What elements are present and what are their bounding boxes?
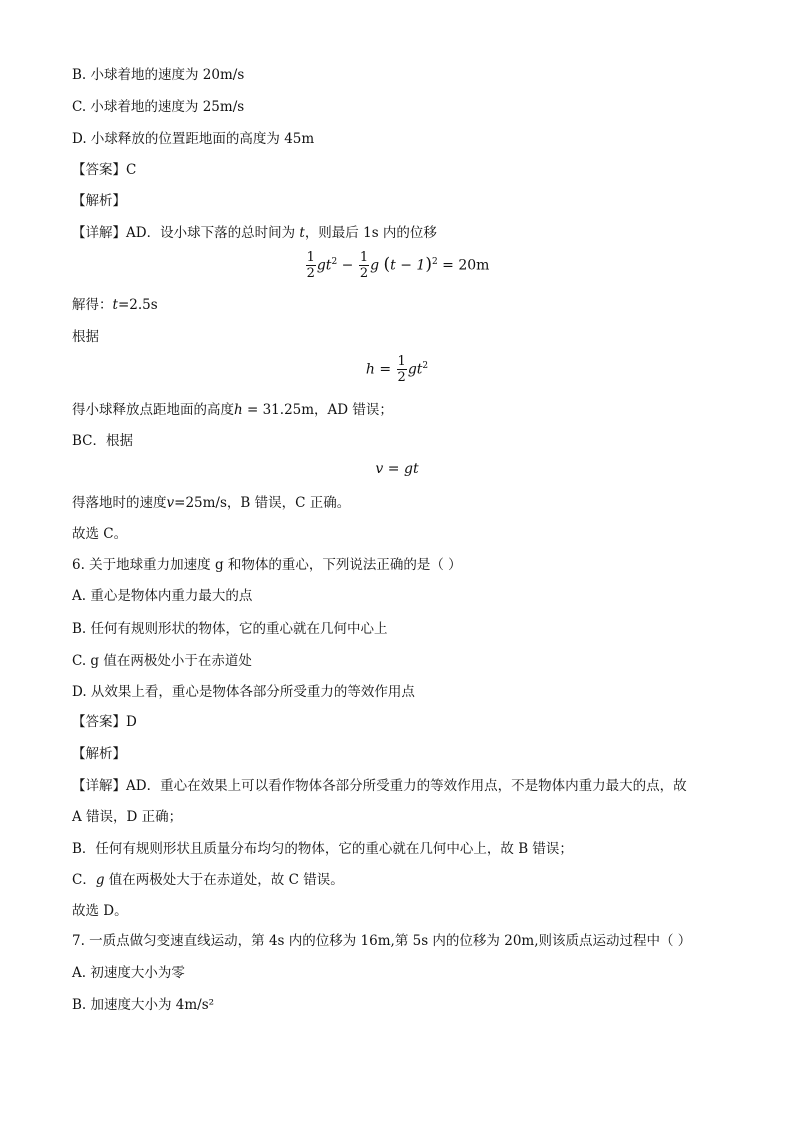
q6-option-b: B. 任何有规则形状的物体，它的重心就在几何中心上 bbox=[72, 621, 388, 637]
q6-detail-line-1: 【详解】AD．重心在效果上可以看作物体各部分所受重力的等效作用点，不是物体内重力最大的点，故 bbox=[72, 778, 687, 794]
q6-option-a: A. 重心是物体内重力最大的点 bbox=[72, 588, 253, 604]
q6-detail-line-2: B．任何有规则形状且质量分布均匀的物体，它的重心就在几何中心上，故 B 错误； bbox=[72, 841, 573, 857]
q7-option-a: A. 初速度大小为零 bbox=[72, 965, 185, 981]
q5-analysis-heading: 【解析】 bbox=[72, 193, 126, 209]
q6-option-c: C. g 值在两极处小于在赤道处 bbox=[72, 653, 252, 669]
q6-analysis-heading: 【解析】 bbox=[72, 746, 126, 762]
q5-answer: 【答案】C bbox=[72, 162, 137, 178]
q5-option-d: D. 小球释放的位置距地面的高度为 45m bbox=[72, 131, 315, 147]
q5-detail-line-1: 【详解】AD．设小球下落的总时间为 t，则最后 1s 内的位移 bbox=[72, 225, 437, 241]
q6-answer: 【答案】D bbox=[72, 714, 137, 730]
fraction-half: $\frac{1}{2}$ bbox=[306, 250, 315, 281]
q6-detail-line-3: C．g 值在两极处大于在赤道处，故 C 错误。 bbox=[72, 872, 344, 888]
equation-displacement: $\frac{1}{2}$ $gt^2$ − $\frac{1}{2}$ g $(t - 1)^2 = 20m$ bbox=[306, 250, 490, 281]
q5-choose: 故选 C。 bbox=[72, 526, 128, 542]
q5-speed-result: 得落地时的速度v=25m/s，B 错误，C 正确。 bbox=[72, 495, 351, 511]
q6-stem: 6. 关于地球重力加速度 g 和物体的重心，下列说法正确的是（ ） bbox=[72, 557, 462, 573]
q5-bc-line: BC．根据 bbox=[72, 433, 134, 449]
q6-choose: 故选 D。 bbox=[72, 903, 128, 919]
fraction-half: $\frac{1}{2}$ bbox=[397, 354, 406, 385]
equation-height: h = $\frac{1}{2}$ $gt^2$ bbox=[365, 354, 429, 385]
q7-option-b: B. 加速度大小为 4m/s² bbox=[72, 997, 215, 1013]
q5-option-b: B. 小球着地的速度为 20m/s bbox=[72, 67, 245, 83]
q6-option-d: D. 从效果上看，重心是物体各部分所受重力的等效作用点 bbox=[72, 684, 415, 700]
fraction-half: $\frac{1}{2}$ bbox=[359, 250, 369, 281]
equation-velocity: v = gt bbox=[375, 461, 419, 477]
q6-detail-line-1b: A 错误，D 正确； bbox=[72, 809, 183, 825]
q5-solve-line: 解得：t=2.5s bbox=[72, 297, 158, 313]
q5-basis: 根据 bbox=[72, 329, 99, 345]
q7-stem: 7. 一质点做匀变速直线运动，第 4s 内的位移为 16m,第 5s 内的位移为 20m,则该质点运动过程中（ ） bbox=[72, 933, 692, 949]
q5-height-result: 得小球释放点距地面的高度h = 31.25m，AD 错误； bbox=[72, 402, 393, 418]
q5-option-c: C. 小球着地的速度为 25m/s bbox=[72, 99, 245, 115]
